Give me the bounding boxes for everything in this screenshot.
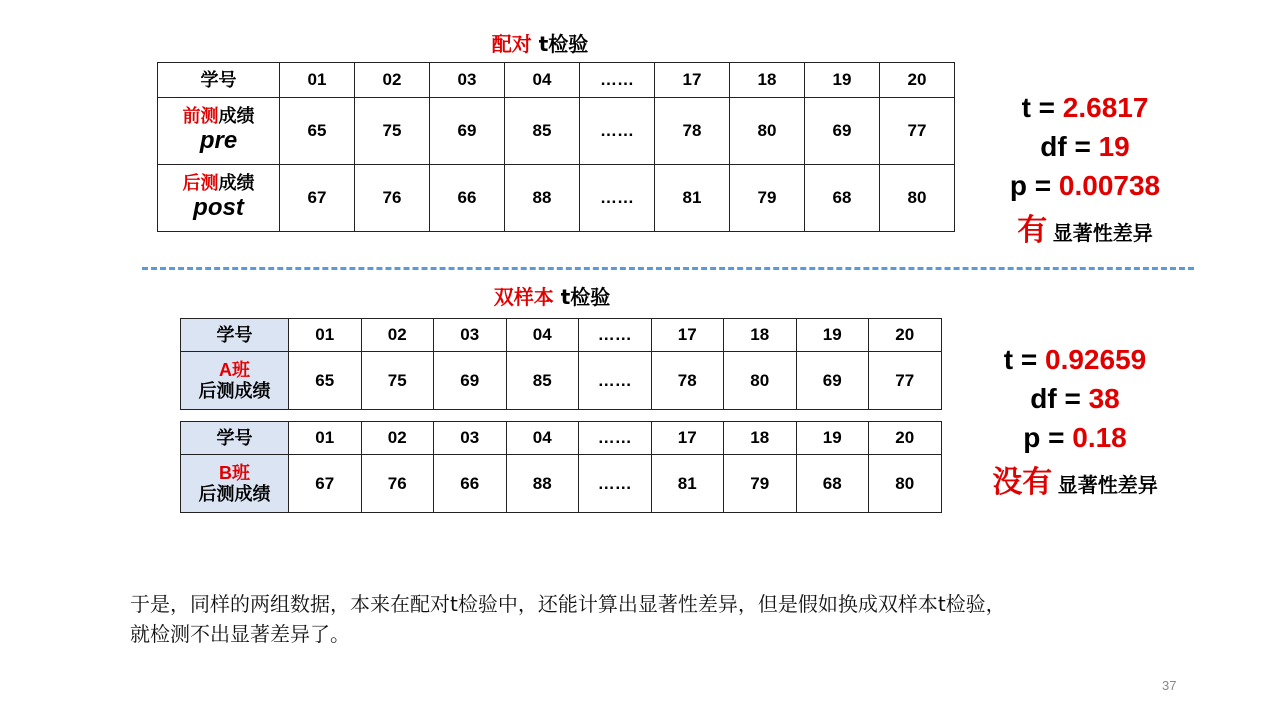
class-a-value: 85 — [506, 352, 579, 410]
paired-id-cell: 19 — [805, 63, 880, 98]
paired-p-stat — [985, 166, 1185, 205]
pre-label-rest: 成绩 — [218, 106, 255, 127]
paired-post-row — [158, 165, 955, 232]
class-b-id-cell: 02 — [361, 422, 434, 455]
paired-pre-value: 80 — [730, 98, 805, 165]
paired-header-label: 学号 — [158, 63, 280, 98]
class-b-value: 88 — [506, 455, 579, 513]
class-b-value: 67 — [289, 455, 362, 513]
paired-pre-value: 69 — [430, 98, 505, 165]
class-a-header-row — [181, 319, 942, 352]
paired-pre-value: 77 — [880, 98, 955, 165]
class-b-value: 80 — [869, 455, 942, 513]
class-b-id-cell: 19 — [796, 422, 869, 455]
class-a-value: …… — [579, 352, 652, 410]
post-label-rest: 成绩 — [218, 173, 255, 194]
class-a-id-cell: 02 — [361, 319, 434, 352]
class-a-id-cell: 18 — [724, 319, 797, 352]
page-number: 37 — [1162, 678, 1177, 693]
class-b-header-row — [181, 422, 942, 455]
conclusion-note — [130, 589, 1190, 649]
class-a-id-cell: 04 — [506, 319, 579, 352]
two-sample-p-value: 0.18 — [1072, 422, 1127, 453]
class-a-value: 75 — [361, 352, 434, 410]
class-a-id-cell: 19 — [796, 319, 869, 352]
two-sample-df-value: 38 — [1088, 383, 1120, 414]
paired-post-value: 68 — [805, 165, 880, 232]
p-label: p = — [1009, 170, 1059, 201]
paired-pre-value: 69 — [805, 98, 880, 165]
paired-post-value: 80 — [880, 165, 955, 232]
class-b-value: …… — [579, 455, 652, 513]
paired-id-cell: 03 — [430, 63, 505, 98]
paired-post-value: …… — [580, 165, 655, 232]
paired-post-value: 67 — [280, 165, 355, 232]
class-b-score-row — [181, 455, 942, 513]
p-label: p = — [1023, 422, 1073, 453]
paired-post-value: 76 — [355, 165, 430, 232]
paired-post-value: 81 — [655, 165, 730, 232]
paired-post-value: 79 — [730, 165, 805, 232]
class-a-value: 80 — [724, 352, 797, 410]
class-a-id-cell: 01 — [289, 319, 362, 352]
class-a-score-row — [181, 352, 942, 410]
paired-table — [157, 62, 955, 232]
class-a-value: 78 — [651, 352, 724, 410]
class-a-id-cell: …… — [579, 319, 652, 352]
paired-df-stat — [985, 127, 1185, 166]
class-b-id-cell: 20 — [869, 422, 942, 455]
paired-id-cell: …… — [580, 63, 655, 98]
paired-df-value: 19 — [1098, 131, 1130, 162]
conclusion-line-1: 于是，同样的两组数据，本来在配对t检验中，还能计算出显著性差异，但是假如换成双样本t检验， — [130, 592, 1006, 616]
class-b-id-cell: 01 — [289, 422, 362, 455]
t-label: t = — [1021, 92, 1063, 123]
post-label-red: 后测 — [182, 173, 219, 194]
class-b-value: 68 — [796, 455, 869, 513]
class-b-table — [180, 421, 942, 513]
two-sample-t-value: 0.92659 — [1045, 344, 1147, 375]
two-sample-title — [452, 281, 652, 310]
class-a-label-rest: 后测成绩 — [198, 380, 271, 401]
paired-id-cell: 17 — [655, 63, 730, 98]
class-a-id-cell: 20 — [869, 319, 942, 352]
paired-id-cell: 20 — [880, 63, 955, 98]
paired-stats — [985, 88, 1185, 254]
class-a-table — [180, 318, 942, 410]
paired-verdict-big: 有 — [1017, 214, 1048, 247]
class-b-value: 76 — [361, 455, 434, 513]
class-b-value: 66 — [434, 455, 507, 513]
two-sample-verdict-big: 没有 — [992, 466, 1053, 499]
class-a-header-label: 学号 — [181, 319, 289, 352]
paired-id-cell: 02 — [355, 63, 430, 98]
class-b-value: 79 — [724, 455, 797, 513]
class-b-label-rest: 后测成绩 — [198, 483, 271, 504]
paired-title — [440, 28, 640, 57]
section-divider — [142, 267, 1194, 270]
two-sample-verdict-rest: 显著性差异 — [1052, 475, 1158, 497]
two-sample-title-rest: t检验 — [553, 285, 611, 309]
paired-t-stat — [985, 88, 1185, 127]
df-label: df = — [1040, 131, 1099, 162]
class-a-score-label — [181, 352, 289, 410]
paired-id-cell: 04 — [505, 63, 580, 98]
paired-title-rest: t检验 — [531, 32, 589, 56]
two-sample-p-stat — [975, 418, 1175, 457]
paired-header-row — [158, 63, 955, 98]
pre-label-red: 前测 — [182, 106, 219, 127]
df-label: df = — [1030, 383, 1089, 414]
paired-pre-value: …… — [580, 98, 655, 165]
pre-label-en: pre — [199, 126, 238, 154]
two-sample-t-stat — [975, 340, 1175, 379]
class-b-id-cell: 03 — [434, 422, 507, 455]
class-b-label-red: B班 — [219, 462, 250, 483]
paired-pre-value: 65 — [280, 98, 355, 165]
class-a-value: 69 — [434, 352, 507, 410]
paired-t-value: 2.6817 — [1062, 92, 1149, 123]
t-label: t = — [1003, 344, 1045, 375]
class-a-id-cell: 03 — [434, 319, 507, 352]
class-a-value: 77 — [869, 352, 942, 410]
class-b-header-label: 学号 — [181, 422, 289, 455]
paired-pre-row — [158, 98, 955, 165]
paired-id-cell: 01 — [280, 63, 355, 98]
two-sample-title-red: 双样本 — [493, 285, 554, 309]
paired-id-cell: 18 — [730, 63, 805, 98]
class-a-id-cell: 17 — [651, 319, 724, 352]
class-a-value: 65 — [289, 352, 362, 410]
two-sample-verdict — [975, 463, 1175, 506]
paired-title-red: 配对 — [491, 32, 532, 56]
paired-post-value: 66 — [430, 165, 505, 232]
two-sample-stats — [975, 340, 1175, 506]
class-b-id-cell: …… — [579, 422, 652, 455]
class-a-value: 69 — [796, 352, 869, 410]
paired-pre-value: 85 — [505, 98, 580, 165]
class-b-id-cell: 17 — [651, 422, 724, 455]
paired-pre-label — [158, 98, 280, 165]
paired-pre-value: 78 — [655, 98, 730, 165]
class-b-id-cell: 04 — [506, 422, 579, 455]
paired-p-value: 0.00738 — [1058, 170, 1161, 201]
paired-pre-value: 75 — [355, 98, 430, 165]
post-label-en: post — [193, 193, 244, 221]
two-sample-df-stat — [975, 379, 1175, 418]
paired-verdict — [985, 211, 1185, 254]
paired-post-value: 88 — [505, 165, 580, 232]
class-b-value: 81 — [651, 455, 724, 513]
class-b-id-cell: 18 — [724, 422, 797, 455]
paired-verdict-rest: 显著性差异 — [1047, 223, 1153, 245]
class-a-label-red: A班 — [219, 359, 250, 380]
paired-post-label — [158, 165, 280, 232]
class-b-score-label — [181, 455, 289, 513]
conclusion-line-2: 就检测不出显著差异了。 — [130, 622, 350, 646]
